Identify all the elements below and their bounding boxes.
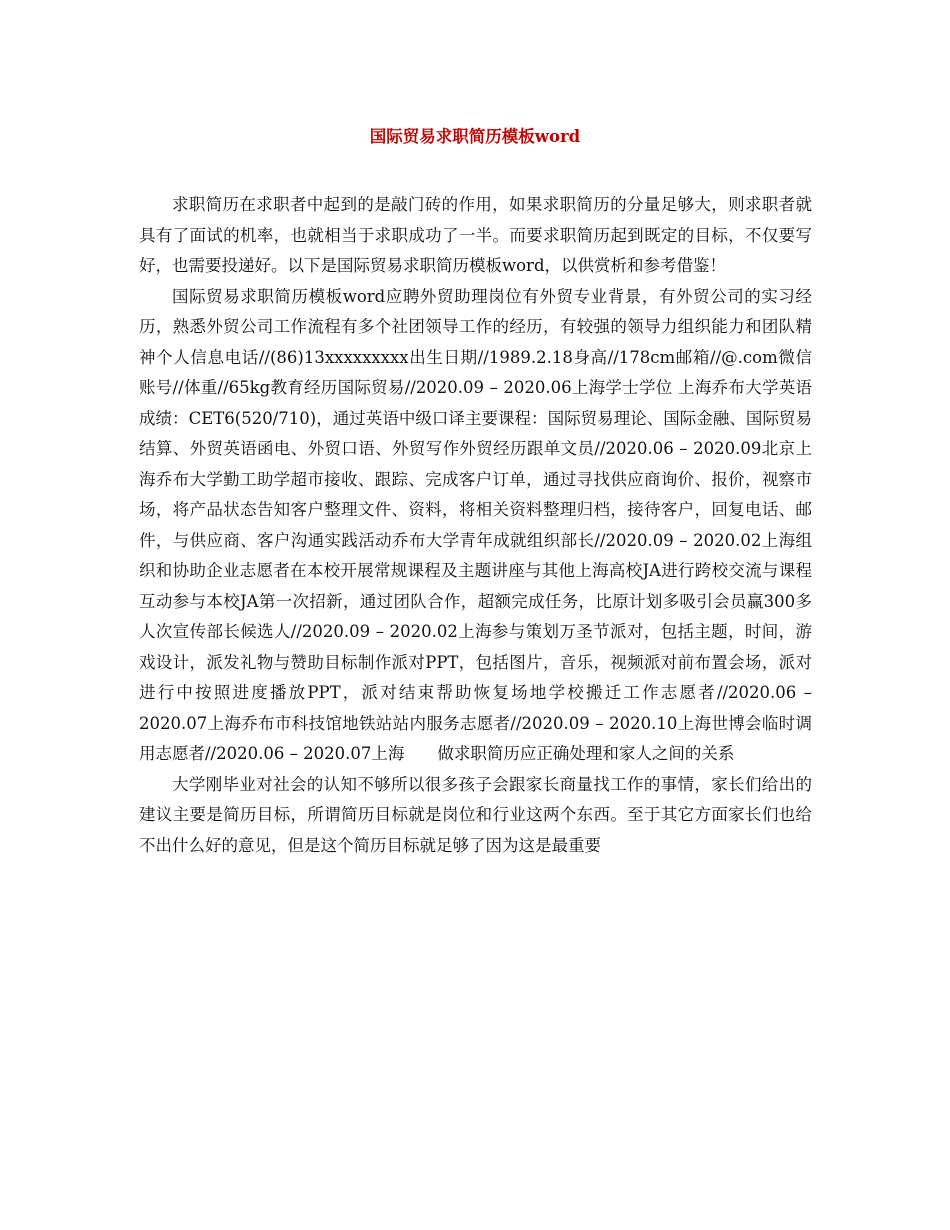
paragraph-intro: 求职简历在求职者中起到的是敲门砖的作用，如果求职简历的分量足够大，则求职者就具有了面试的机率，也就相当于求职成功了一半。而要求职简历起到既定的目标，不仅要写好，也需要投递好。以下是国际贸易求职简历模板word，以供赏析和参考借鉴！ [139,195,812,275]
document-body [139,190,812,861]
paragraph-family-advice: 大学刚毕业对社会的认知不够所以很多孩子会跟家长商量找工作的事情，家长们给出的建议主要是简历目标，所谓简历目标就是岗位和行业这两个东西。至于其它方面家长们也给不出什么好的意见，但是这个简历目标就足够了因为这是最重要 [139,774,812,855]
document-title: 国际贸易求职简历模板word [369,127,581,146]
paragraph-resume-content: 国际贸易求职简历模板word应聘外贸助理岗位有外贸专业背景，有外贸公司的实习经历，熟悉外贸公司工作流程有多个社团领导工作的经历，有较强的领导力组织能力和团队精神个人信息电话//(86)13xxxxxxxxx出生日期//1989.2.18身高//178cm邮箱//@.com微信账号//体重//65kg教育经历国际贸易//2020.09 – 2020.06上海学士学位 上海乔布大学英语成绩：CET6(520/710)，通过英语中级口译主要课程：国际贸易理论、国际金融、国际贸易结算、外贸英语函电、外贸口语、外贸写作外贸经历跟单文员//2020.06 – 2020.09北京上海乔布大学勤工助学超市接收、跟踪、完成客户订单，通过寻找供应商询价、报价，视察市场，将产品状态告知客户整理文件、资料，将相关资料整理归档，接待客户，回复电话、邮件，与供应商、客户沟通实践活动乔布大学青年成就组织部长//2020.09 – 2020.02上海组织和协助企业志愿者在本校开展常规课程及主题讲座与其他上海高校JA进行跨校交流与课程互动参与本校JA第一次招新，通过团队合作，超额完成任务，比原计划多吸引会员赢300多人次宣传部长候选人//2020.09 – 2020.02上海参与策划万圣节派对，包括主题，时间，游戏设计，派发礼物与赞助目标制作派对PPT，包括图片，音乐，视频派对前布置会场，派对进行中按照进度播放PPT，派对结束帮助恢复场地学校搬迁工作志愿者//2020.06 – 2020.07上海乔布市科技馆地铁站站内服务志愿者//2020.09 – 2020.10上海世博会临时调用志愿者//2020.06 – 2020.07上海 做求职简历应正确处理和家人之间的关系 [139,286,812,763]
